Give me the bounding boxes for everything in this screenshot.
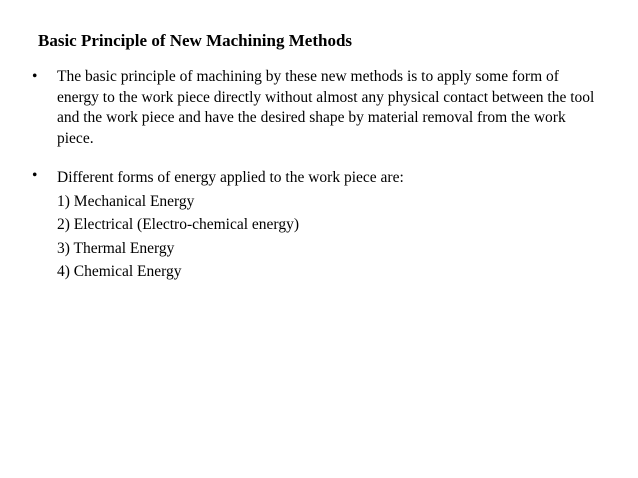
- bullet-icon: •: [32, 167, 38, 184]
- energy-form-item: 3) Thermal Energy: [57, 239, 175, 257]
- bullet-text-energy-forms: Different forms of energy applied to the work piece are:: [57, 169, 404, 186]
- energy-form-item: 1) Mechanical Energy: [57, 192, 195, 210]
- bullet-list: [32, 67, 602, 284]
- slide-title: Basic Principle of New Machining Methods: [38, 31, 353, 50]
- bullet-item-principle: [32, 67, 602, 149]
- bullet-text-principle: The basic principle of machining by these new methods is to apply some form of energy to the work piece directly without almost any physical contact between the tool and the work piece and have the desired shape by material removal from the work piece.: [57, 68, 595, 147]
- bullet-icon: •: [32, 68, 38, 85]
- energy-form-item: 2) Electrical (Electro-chemical energy): [57, 216, 299, 233]
- energy-forms-list: [57, 190, 602, 284]
- bullet-item-energy-forms: [32, 166, 602, 284]
- energy-form-item: 4) Chemical Energy: [57, 263, 182, 280]
